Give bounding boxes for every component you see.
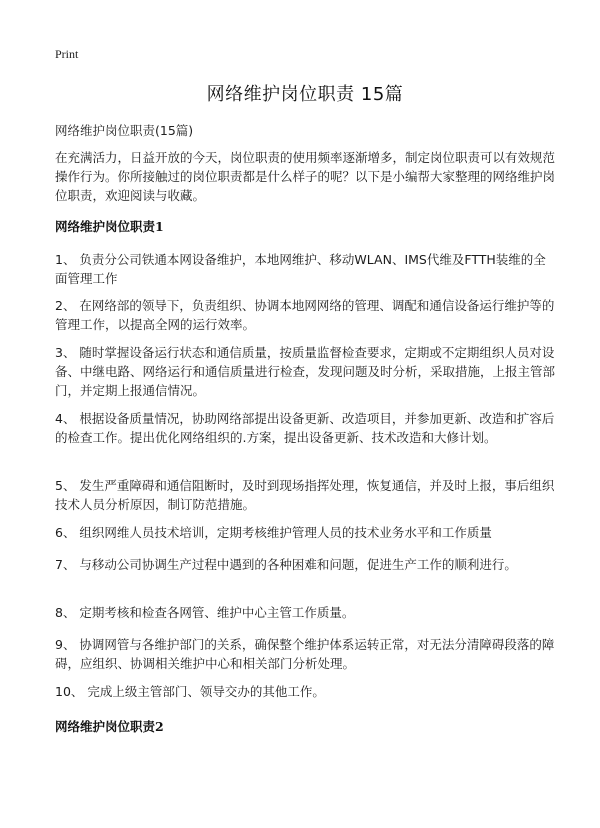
duty-item-2: 2、 在网络部的领导下，负责组织、协调本地网网络的管理、调配和通信设备运行维护等的管理工作，以提高全网的运行效率。 [55, 298, 555, 332]
duty-item-7: 7、 与移动公司协调生产过程中遇到的各种困难和问题，促进生产工作的顺利进行。 [55, 557, 517, 572]
duty-item-9: 9、 协调网管与各维护部门的关系，确保整个维护体系运转正常，对无法分清障碍段落的障碍，应组织、协调相关维护中心和相关部门分析处理。 [55, 637, 555, 671]
document-title: 网络维护岗位职责 15篇 [206, 84, 404, 105]
section-heading-1: 网络维护岗位职责1 [55, 219, 164, 234]
document-subtitle: 网络维护岗位职责(15篇) [55, 123, 194, 138]
duty-item-4: 4、 根据设备质量情况，协助网络部提出设备更新、改造项目，并参加更新、改造和扩容后的检查工作。提出优化网络组织的.方案，提出设备更新、技术改造和大修计划。 [55, 411, 555, 445]
duty-item-1: 1、 负责分公司铁通本网设备维护，本地网维护、移动WLAN、IMS代维及FTTH装维的全面管理工作 [55, 252, 546, 286]
duty-item-3: 3、 随时掌握设备运行状态和通信质量，按质量监督检查要求，定期或不定期组织人员对设备、中继电路、网络运行和通信质量进行检查，发现问题及时分析，采取措施，上报主管部门，并定期上报通信情况。 [55, 345, 556, 398]
section-heading-2: 网络维护岗位职责2 [55, 719, 164, 734]
duty-item-6: 6、 组织网维人员技术培训，定期考核维护管理人员的技术业务水平和工作质量 [55, 525, 492, 540]
duty-item-5: 5、 发生严重障碍和通信阻断时，及时到现场指挥处理，恢复通信，并及时上报，事后组织技术人员分析原因，制订防范措施。 [55, 478, 555, 512]
duty-item-8: 8、 定期考核和检查各网管、维护中心主管工作质量。 [55, 605, 355, 620]
duty-item-10: 10、 完成上级主管部门、领导交办的其他工作。 [55, 684, 325, 699]
print-label: Print [55, 47, 79, 61]
intro-paragraph: 在充满活力，日益开放的今天，岗位职责的使用频率逐渐增多，制定岗位职责可以有效规范操作行为。你所接触过的岗位职责都是什么样子的呢？以下是小编帮大家整理的网络维护岗位职责，欢迎阅读与收藏。 [55, 150, 556, 203]
